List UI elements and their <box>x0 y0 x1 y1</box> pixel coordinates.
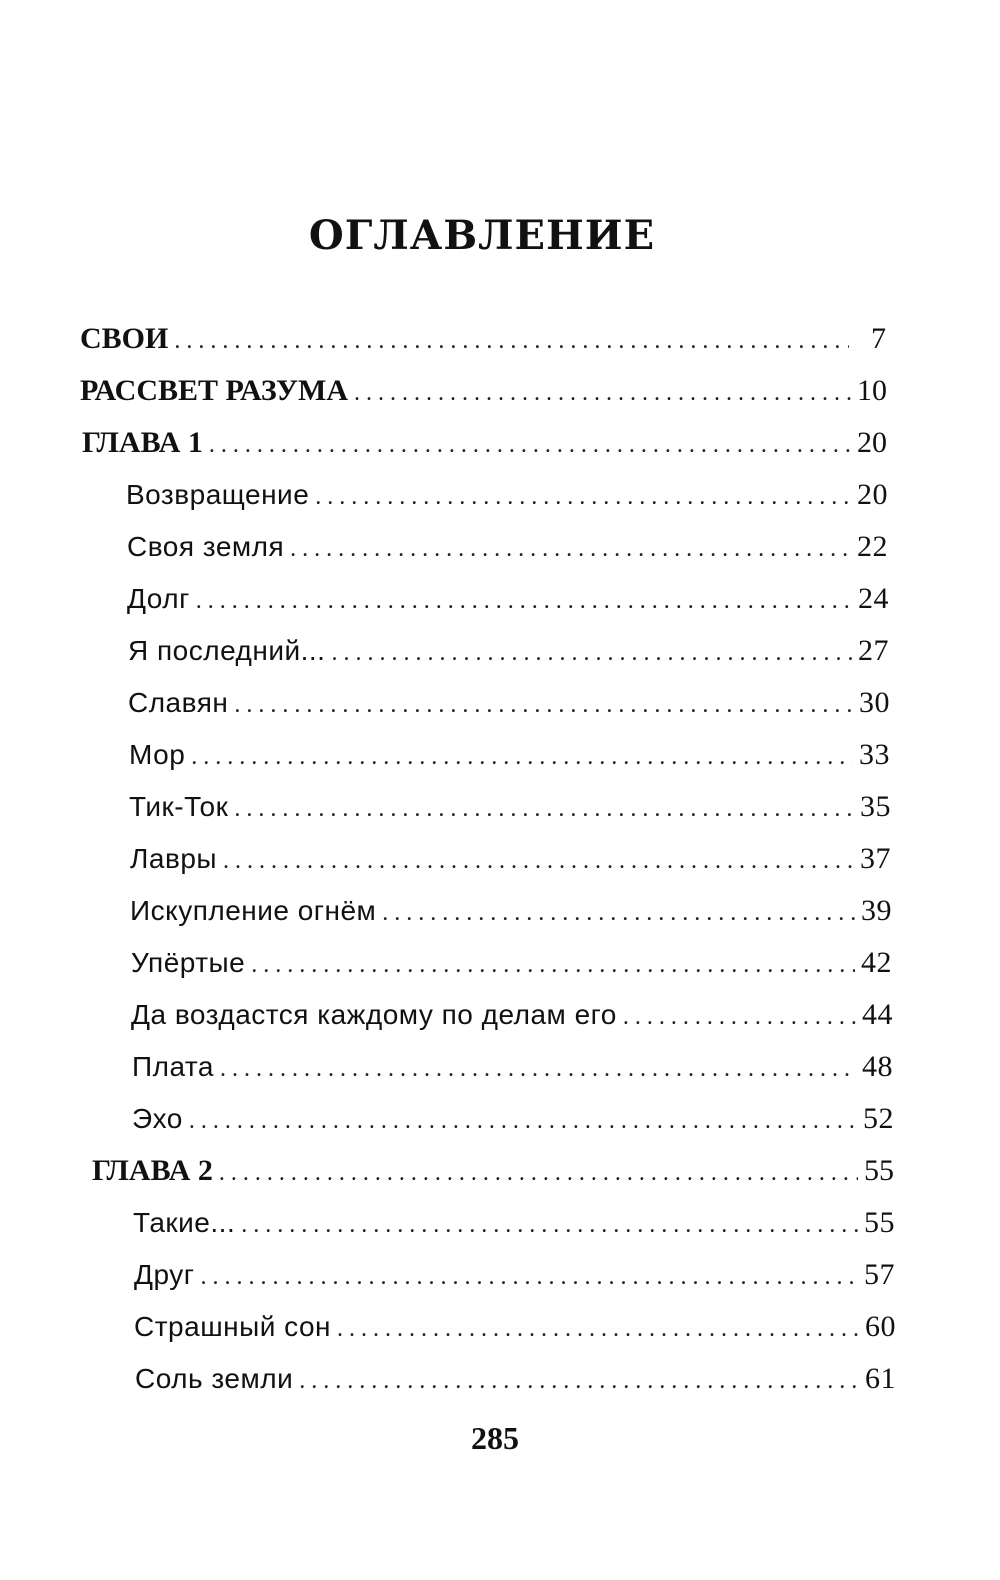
toc-section-entry <box>0 1258 1000 1310</box>
dot-leader <box>200 1264 858 1291</box>
table-of-contents <box>0 322 1000 1414</box>
toc-entry-page-number: 52 <box>863 1102 894 1135</box>
toc-chapter-entry <box>0 426 1000 478</box>
toc-entry-page-number: 60 <box>865 1310 896 1343</box>
toc-section-entry <box>0 634 1000 686</box>
dot-leader <box>209 432 851 459</box>
toc-entry-label: ГЛАВА 1 <box>82 426 203 459</box>
toc-entry-label: Я последний... <box>128 635 326 666</box>
toc-entry-label: Да воздастся каждому по делам его <box>131 999 617 1030</box>
dot-leader <box>191 744 853 771</box>
toc-section-entry <box>0 1102 1000 1154</box>
toc-entry-label: Своя земля <box>127 531 285 562</box>
toc-entry-page-number: 44 <box>862 998 893 1031</box>
page-number: 285 <box>471 1420 519 1456</box>
toc-entry-label: Соль земли <box>135 1363 294 1394</box>
toc-entry-page-number: 35 <box>860 790 891 823</box>
toc-entry-label: РАССВЕТ РАЗУМА <box>80 374 349 407</box>
toc-section-entry <box>0 790 1000 842</box>
toc-entry-page-number: 57 <box>864 1258 895 1291</box>
toc-entry-page-number: 24 <box>858 582 889 615</box>
toc-chapter-entry <box>0 322 1000 374</box>
toc-entry-label: Мор <box>129 739 186 770</box>
toc-entry-label: СВОИ <box>80 322 169 355</box>
toc-section-entry <box>0 894 1000 946</box>
toc-section-entry <box>0 842 1000 894</box>
dot-leader <box>354 380 851 407</box>
toc-entry-label: Друг <box>134 1259 195 1290</box>
toc-entry-label: Искупление огнём <box>130 895 377 926</box>
toc-section-entry <box>0 738 1000 790</box>
toc-entry-page-number: 30 <box>859 686 890 719</box>
toc-section-entry <box>0 998 1000 1050</box>
dot-leader <box>299 1368 859 1395</box>
toc-entry-page-number: 7 <box>871 322 886 355</box>
dot-leader <box>331 640 852 667</box>
toc-entry-label: Славян <box>128 687 229 718</box>
toc-entry-label: ГЛАВА 2 <box>92 1154 213 1187</box>
toc-entry-page-number: 20 <box>857 426 887 459</box>
toc-section-entry <box>0 582 1000 634</box>
dot-leader <box>251 952 855 979</box>
toc-entry-page-number: 55 <box>864 1206 895 1239</box>
dot-leader <box>189 1108 857 1135</box>
dot-leader <box>196 588 852 615</box>
toc-entry-page-number: 55 <box>864 1154 894 1187</box>
toc-section-entry <box>0 1050 1000 1102</box>
dot-leader <box>174 328 849 355</box>
toc-entry-label: Лавры <box>130 843 218 874</box>
toc-entry-label: Такие... <box>133 1207 236 1238</box>
toc-entry-page-number: 39 <box>861 894 892 927</box>
dot-leader <box>234 796 854 823</box>
dot-leader <box>290 536 851 563</box>
toc-chapter-entry <box>0 1154 1000 1206</box>
toc-section-entry <box>0 530 1000 582</box>
dot-leader <box>234 692 853 719</box>
toc-entry-page-number: 33 <box>859 738 890 771</box>
toc-entry-page-number: 22 <box>857 530 888 563</box>
toc-section-entry <box>0 1362 1000 1414</box>
dot-leader <box>241 1212 858 1239</box>
toc-section-entry <box>0 686 1000 738</box>
toc-entry-page-number: 48 <box>862 1050 893 1083</box>
toc-entry-page-number: 20 <box>857 478 888 511</box>
dot-leader <box>219 1160 858 1187</box>
dot-leader <box>337 1316 859 1343</box>
toc-entry-page-number: 37 <box>860 842 891 875</box>
toc-entry-page-number: 27 <box>858 634 889 667</box>
toc-section-entry <box>0 1310 1000 1362</box>
toc-section-entry <box>0 946 1000 998</box>
page-title: ОГЛАВЛЕНИЕ <box>308 212 656 259</box>
toc-chapter-entry <box>0 374 1000 426</box>
toc-section-entry <box>0 1206 1000 1258</box>
dot-leader <box>223 848 854 875</box>
toc-entry-label: Плата <box>132 1051 215 1082</box>
toc-entry-label: Эхо <box>132 1103 183 1134</box>
toc-entry-label: Страшный сон <box>134 1311 332 1342</box>
dot-leader <box>623 1004 856 1031</box>
dot-leader <box>220 1056 856 1083</box>
dot-leader <box>382 900 855 927</box>
toc-entry-page-number: 10 <box>857 374 887 407</box>
toc-entry-label: Упёртые <box>131 947 246 978</box>
toc-entry-label: Тик-Ток <box>129 791 229 822</box>
toc-entry-page-number: 61 <box>865 1362 896 1395</box>
toc-entry-label: Возвращение <box>126 479 310 510</box>
toc-entry-label: Долг <box>127 583 190 614</box>
dot-leader <box>315 484 851 511</box>
toc-section-entry <box>0 478 1000 530</box>
toc-entry-page-number: 42 <box>861 946 892 979</box>
